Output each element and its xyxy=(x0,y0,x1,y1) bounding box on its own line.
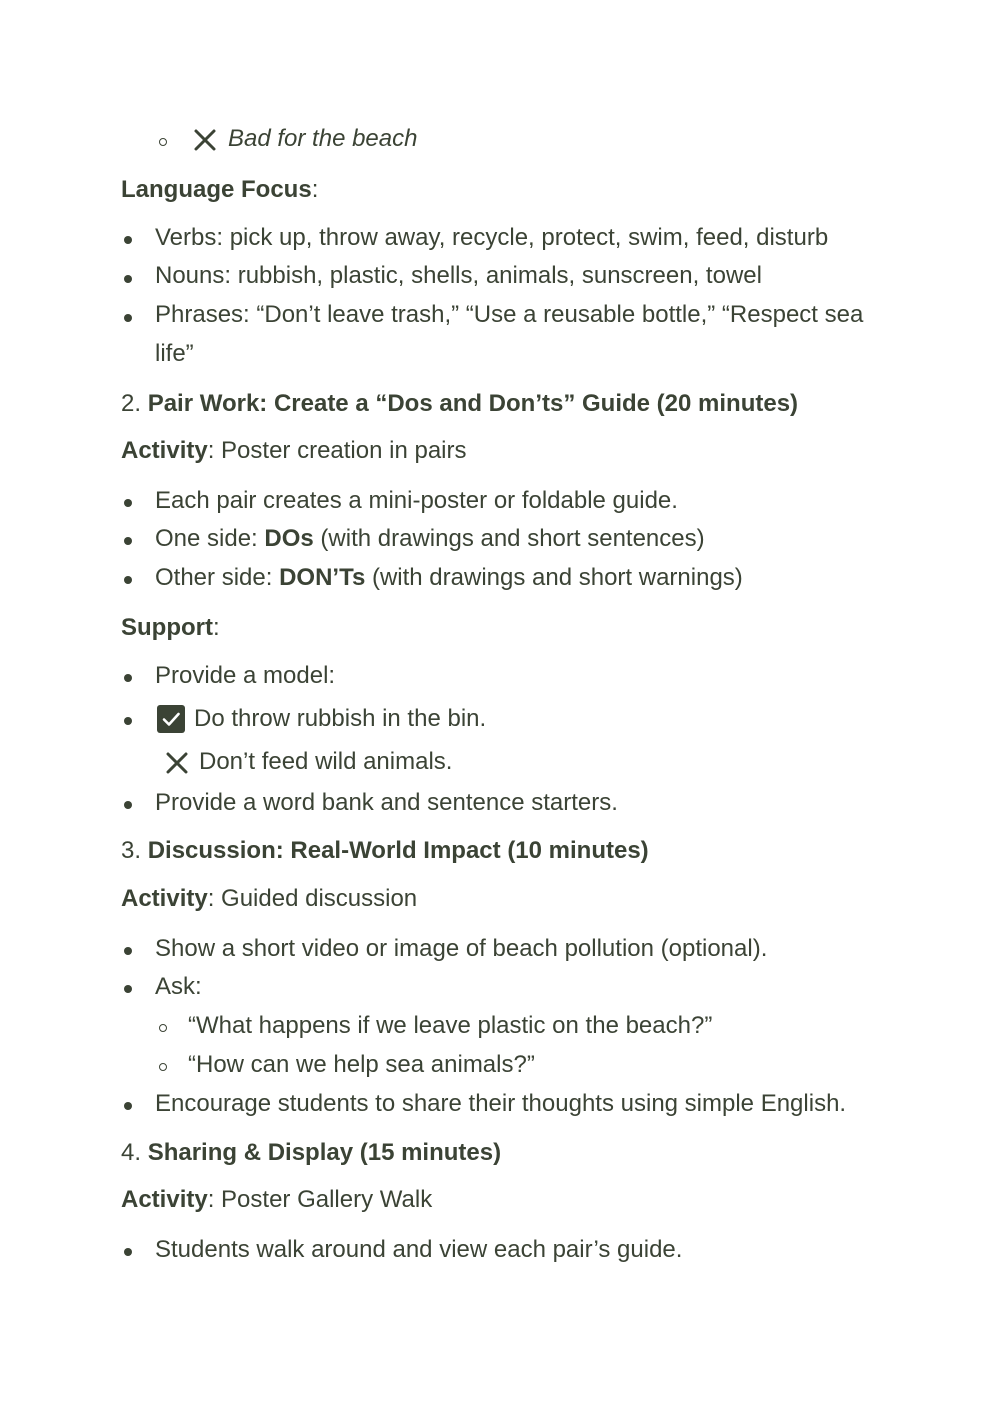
language-focus-heading: Language Focus: xyxy=(121,176,319,203)
bullet xyxy=(124,499,132,507)
bullet xyxy=(124,1102,132,1110)
section-4-activity: Activity: Poster Gallery Walk xyxy=(121,1186,433,1213)
section-2-activity: Activity: Poster creation in pairs xyxy=(121,437,467,464)
list-item: Provide a word bank and sentence starters. xyxy=(155,789,618,816)
list-item: Other side: DON’Ts (with drawings and short warnings) xyxy=(155,564,743,591)
sub-bullet xyxy=(159,1024,167,1032)
bullet xyxy=(124,801,132,809)
list-item: Show a short video or image of beach pollution (optional). xyxy=(155,935,768,962)
dont-example-text: Don’t feed wild animals. xyxy=(199,748,453,775)
section-3-activity: Activity: Guided discussion xyxy=(121,885,418,912)
section-4-heading: 4. Sharing & Display (15 minutes) xyxy=(121,1139,502,1166)
bullet xyxy=(124,236,132,244)
bullet xyxy=(124,674,132,682)
bullet xyxy=(124,985,132,993)
bullet xyxy=(124,275,132,283)
check-mark-icon xyxy=(157,705,185,733)
sub-bullet xyxy=(159,138,167,146)
bullet xyxy=(124,717,132,725)
question-item: “What happens if we leave plastic on the beach?” xyxy=(188,1012,713,1039)
bullet xyxy=(124,1248,132,1256)
do-example-text: Do throw rubbish in the bin. xyxy=(194,705,487,732)
support-heading: Support: xyxy=(121,614,220,641)
section-2-heading: 2. Pair Work: Create a “Dos and Don’ts” Guide (20 minutes) xyxy=(121,390,799,417)
list-item-continuation: life” xyxy=(155,340,194,367)
bad-for-beach-text: Bad for the beach xyxy=(228,125,418,152)
list-item: Students walk around and view each pair’s guide. xyxy=(155,1236,683,1263)
list-item: Ask: xyxy=(155,973,202,1000)
sub-bullet xyxy=(159,1063,167,1071)
list-item: One side: DOs (with drawings and short sentences) xyxy=(155,525,705,552)
list-item: Nouns: rubbish, plastic, shells, animals, sunscreen, towel xyxy=(155,262,762,289)
cross-mark-icon xyxy=(193,128,217,152)
bullet xyxy=(124,947,132,955)
list-item: Verbs: pick up, throw away, recycle, protect, swim, feed, disturb xyxy=(155,224,829,251)
question-item: “How can we help sea animals?” xyxy=(188,1051,535,1078)
bullet xyxy=(124,537,132,545)
list-item: Each pair creates a mini-poster or foldable guide. xyxy=(155,487,678,514)
bullet xyxy=(124,314,132,322)
cross-mark-icon xyxy=(165,751,189,775)
list-item: Phrases: “Don’t leave trash,” “Use a reusable bottle,” “Respect sea xyxy=(155,301,864,328)
list-item: Provide a model: xyxy=(155,662,336,689)
list-item: Encourage students to share their thoughts using simple English. xyxy=(155,1090,847,1117)
section-3-heading: 3. Discussion: Real-World Impact (10 minutes) xyxy=(121,837,649,864)
bullet xyxy=(124,576,132,584)
